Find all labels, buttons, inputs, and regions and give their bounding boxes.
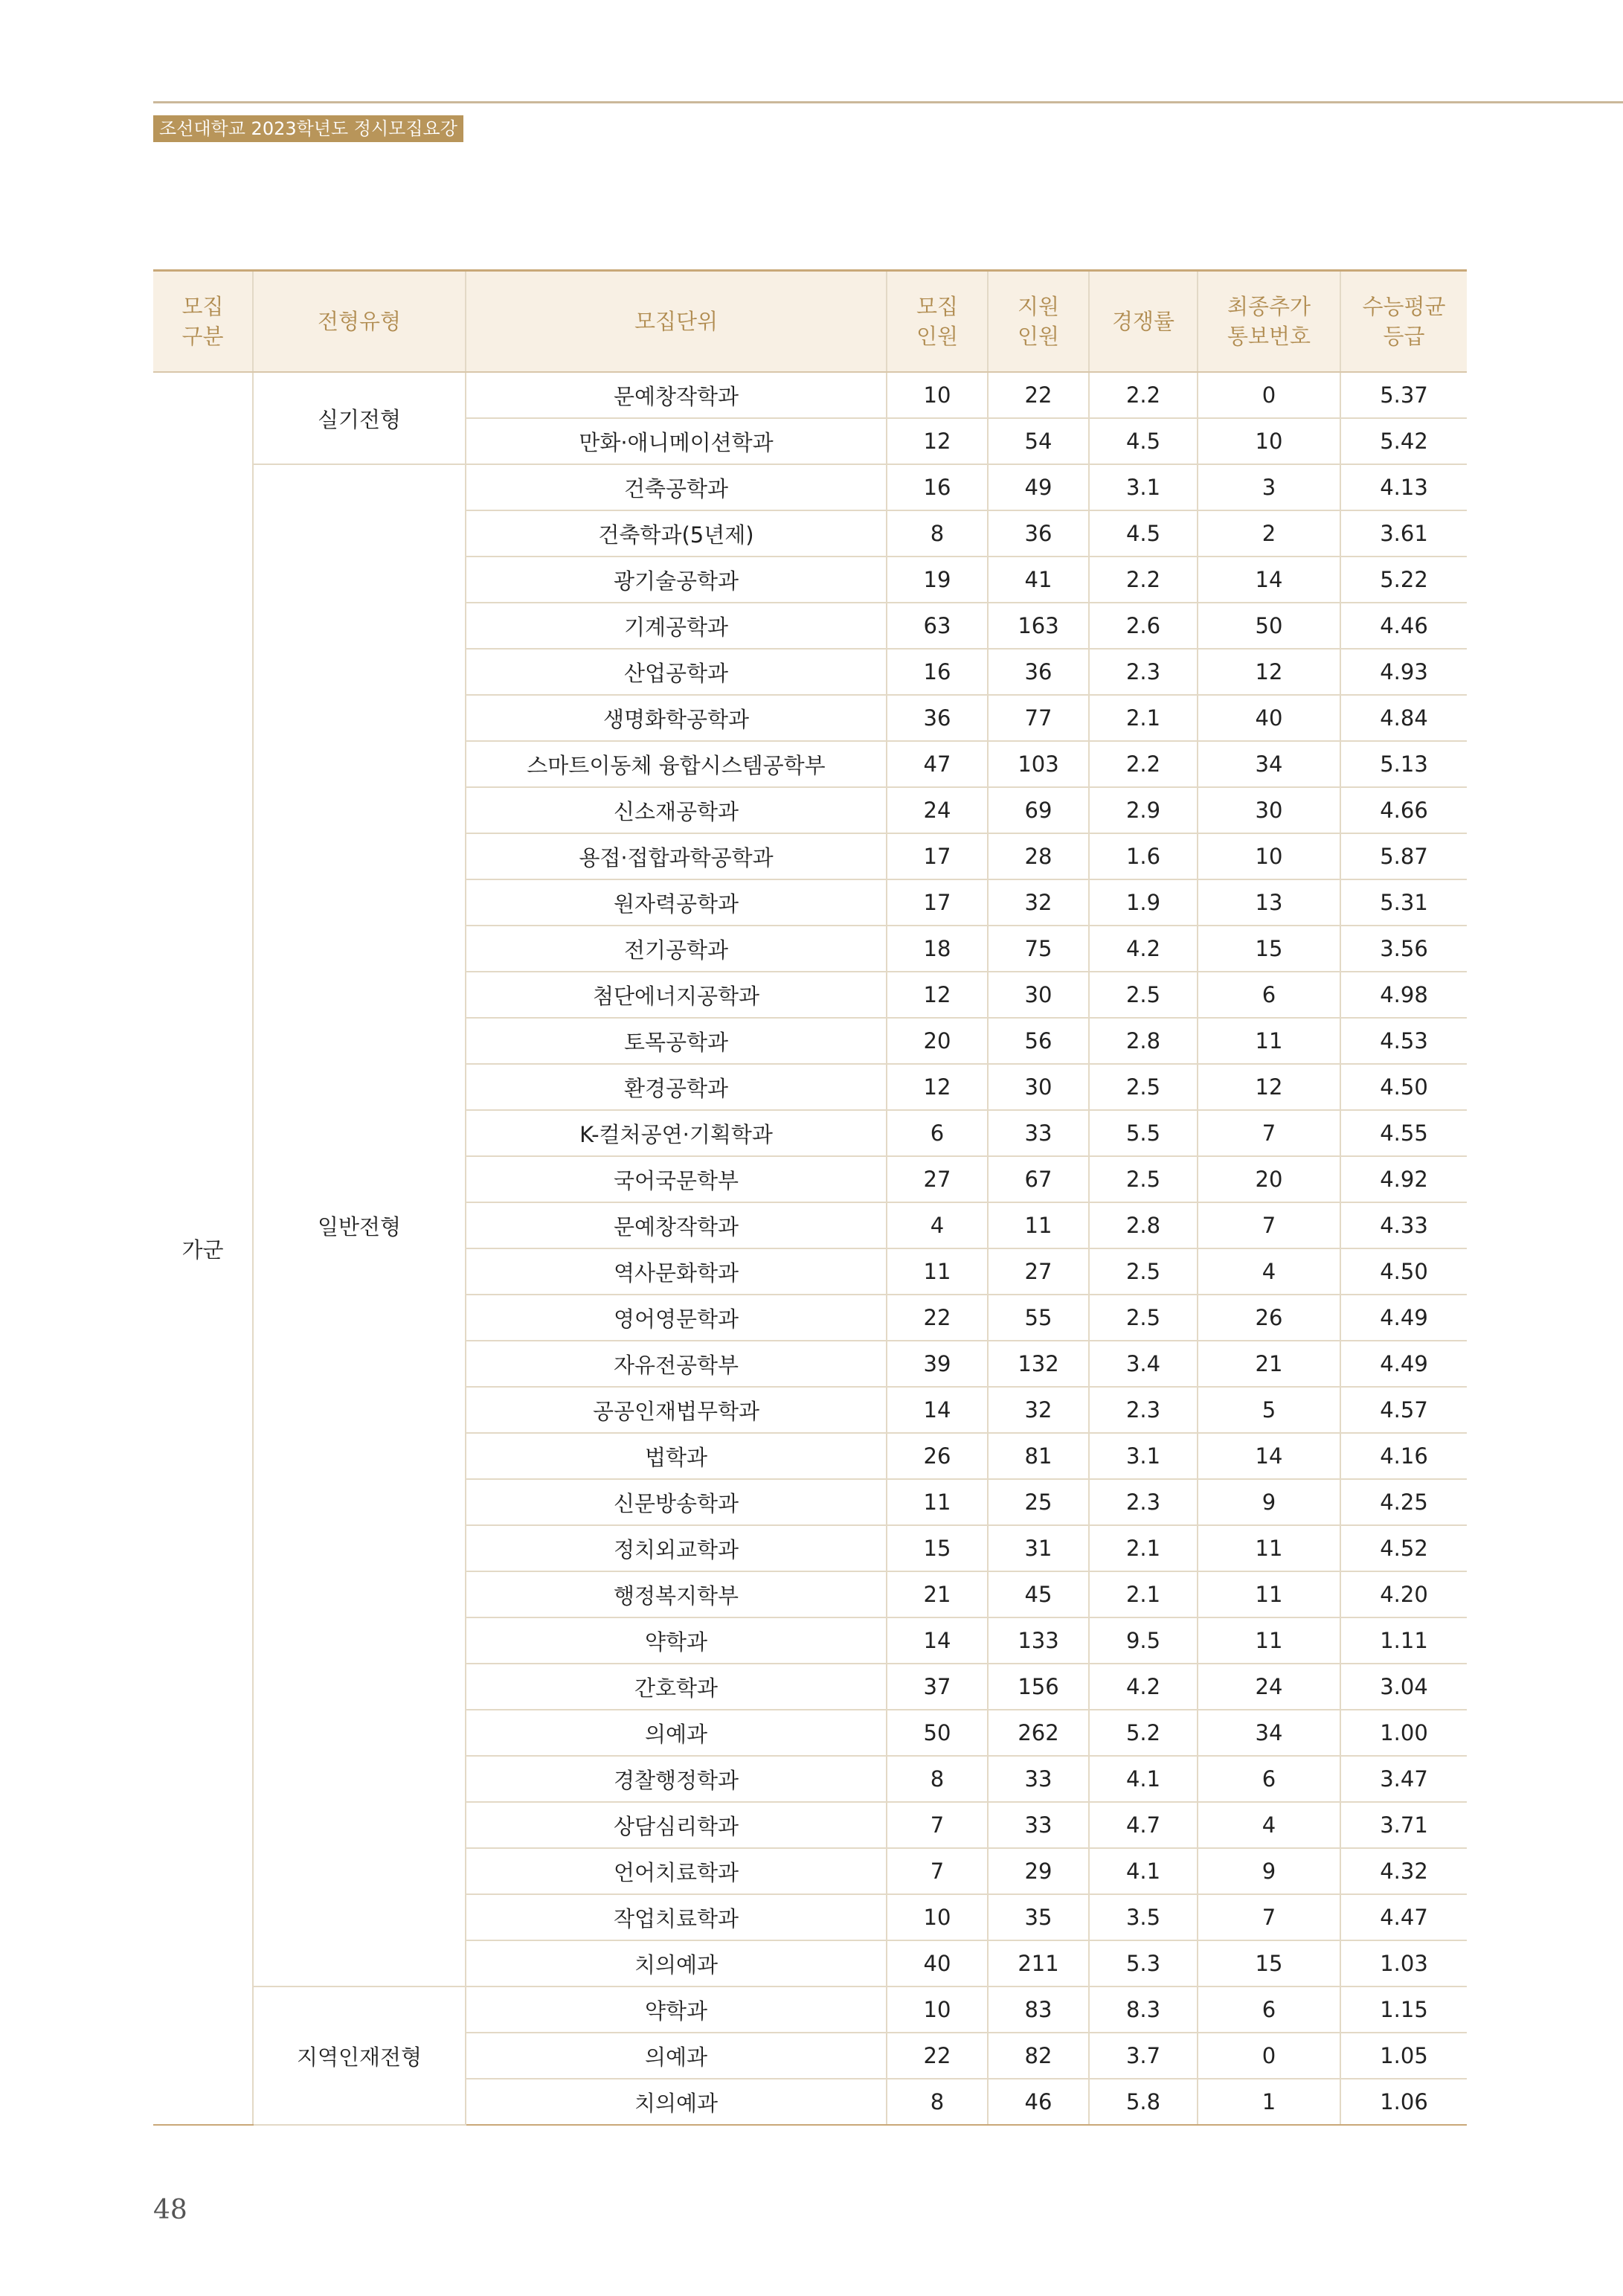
final-waitlist-cell: 34 [1198, 741, 1340, 787]
department-cell: 의예과 [466, 2033, 887, 2079]
competition-rate-cell: 5.5 [1089, 1110, 1198, 1156]
csat-grade-cell: 5.42 [1340, 418, 1467, 464]
quota-cell: 12 [887, 1064, 988, 1110]
quota-cell: 47 [887, 741, 988, 787]
department-cell: 공공인재법무학과 [466, 1387, 887, 1433]
competition-rate-cell: 2.3 [1089, 1479, 1198, 1525]
final-waitlist-cell: 7 [1198, 1202, 1340, 1248]
department-cell: 생명화학공학과 [466, 695, 887, 741]
quota-cell: 17 [887, 879, 988, 926]
quota-cell: 21 [887, 1571, 988, 1617]
applicants-cell: 11 [988, 1202, 1089, 1248]
csat-grade-cell: 4.92 [1340, 1156, 1467, 1202]
final-waitlist-cell: 14 [1198, 557, 1340, 603]
applicants-cell: 77 [988, 695, 1089, 741]
quota-cell: 7 [887, 1848, 988, 1894]
csat-grade-cell: 4.57 [1340, 1387, 1467, 1433]
csat-grade-cell: 4.25 [1340, 1479, 1467, 1525]
quota-cell: 12 [887, 972, 988, 1018]
table-header-row [153, 271, 1467, 373]
department-cell: 역사문화학과 [466, 1248, 887, 1295]
csat-grade-cell: 3.47 [1340, 1756, 1467, 1802]
competition-rate-cell: 4.7 [1089, 1802, 1198, 1848]
applicants-cell: 156 [988, 1664, 1089, 1710]
final-waitlist-cell: 12 [1198, 649, 1340, 695]
department-cell: 건축학과(5년제) [466, 510, 887, 557]
final-waitlist-cell: 0 [1198, 372, 1340, 418]
final-waitlist-cell: 6 [1198, 972, 1340, 1018]
header-applicants-line1: 지원 [1017, 294, 1060, 319]
table-row [153, 464, 1467, 510]
final-waitlist-cell: 20 [1198, 1156, 1340, 1202]
applicants-cell: 22 [988, 372, 1089, 418]
applicants-cell: 46 [988, 2079, 1089, 2125]
department-cell: 원자력공학과 [466, 879, 887, 926]
applicants-cell: 103 [988, 741, 1089, 787]
department-cell: 광기술공학과 [466, 557, 887, 603]
final-waitlist-cell: 2 [1198, 510, 1340, 557]
competition-rate-cell: 1.6 [1089, 833, 1198, 879]
competition-rate-cell: 8.3 [1089, 1986, 1198, 2033]
final-waitlist-cell: 7 [1198, 1894, 1340, 1940]
competition-rate-cell: 3.1 [1089, 1433, 1198, 1479]
applicants-cell: 32 [988, 1387, 1089, 1433]
competition-rate-cell: 4.2 [1089, 1664, 1198, 1710]
department-cell: 정치외교학과 [466, 1525, 887, 1571]
final-waitlist-cell: 24 [1198, 1664, 1340, 1710]
applicants-cell: 28 [988, 833, 1089, 879]
applicants-cell: 31 [988, 1525, 1089, 1571]
applicants-cell: 132 [988, 1341, 1089, 1387]
csat-grade-cell: 1.05 [1340, 2033, 1467, 2079]
quota-cell: 39 [887, 1341, 988, 1387]
applicants-cell: 30 [988, 1064, 1089, 1110]
csat-grade-cell: 4.53 [1340, 1018, 1467, 1064]
applicants-cell: 33 [988, 1802, 1089, 1848]
department-cell: 환경공학과 [466, 1064, 887, 1110]
applicants-cell: 211 [988, 1940, 1089, 1986]
competition-rate-cell: 2.3 [1089, 1387, 1198, 1433]
competition-rate-cell: 5.3 [1089, 1940, 1198, 1986]
applicants-cell: 56 [988, 1018, 1089, 1064]
final-waitlist-cell: 7 [1198, 1110, 1340, 1156]
department-cell: 치의예과 [466, 1940, 887, 1986]
header-final-waitlist-number [1198, 271, 1340, 373]
department-cell: 간호학과 [466, 1664, 887, 1710]
department-cell: 국어국문학부 [466, 1156, 887, 1202]
csat-grade-cell: 4.55 [1340, 1110, 1467, 1156]
department-cell: 용접·접합과학공학과 [466, 833, 887, 879]
applicants-cell: 29 [988, 1848, 1089, 1894]
final-waitlist-cell: 10 [1198, 833, 1340, 879]
applicants-cell: 262 [988, 1710, 1089, 1756]
header-department: 모집단위 [466, 271, 887, 373]
competition-rate-cell: 4.1 [1089, 1756, 1198, 1802]
header-final-waitlist-line2: 통보번호 [1227, 324, 1311, 349]
recruit-group-cell: 가군 [153, 372, 253, 2125]
csat-grade-cell: 1.15 [1340, 1986, 1467, 2033]
department-cell: 첨단에너지공학과 [466, 972, 887, 1018]
competition-rate-cell: 5.2 [1089, 1710, 1198, 1756]
header-admission-type: 전형유형 [253, 271, 466, 373]
competition-rate-cell: 2.8 [1089, 1018, 1198, 1064]
header-quota-line1: 모집 [916, 294, 959, 319]
competition-rate-cell: 2.2 [1089, 741, 1198, 787]
applicants-cell: 55 [988, 1295, 1089, 1341]
final-waitlist-cell: 40 [1198, 695, 1340, 741]
final-waitlist-cell: 5 [1198, 1387, 1340, 1433]
final-waitlist-cell: 30 [1198, 787, 1340, 833]
quota-cell: 12 [887, 418, 988, 464]
applicants-cell: 69 [988, 787, 1089, 833]
csat-grade-cell: 3.71 [1340, 1802, 1467, 1848]
csat-grade-cell: 5.13 [1340, 741, 1467, 787]
department-cell: 문예창작학과 [466, 372, 887, 418]
quota-cell: 15 [887, 1525, 988, 1571]
applicants-cell: 35 [988, 1894, 1089, 1940]
applicants-cell: 33 [988, 1110, 1089, 1156]
header-recruit-group-line2: 구분 [181, 324, 224, 349]
competition-rate-cell: 2.9 [1089, 787, 1198, 833]
quota-cell: 63 [887, 603, 988, 649]
header-csat-line1: 수능평균 [1362, 294, 1446, 319]
applicants-cell: 133 [988, 1617, 1089, 1664]
competition-rate-cell: 2.5 [1089, 1295, 1198, 1341]
department-cell: 약학과 [466, 1617, 887, 1664]
admission-type-cell: 일반전형 [253, 464, 466, 1986]
quota-cell: 14 [887, 1387, 988, 1433]
applicants-cell: 33 [988, 1756, 1089, 1802]
competition-rate-cell: 3.5 [1089, 1894, 1198, 1940]
applicants-cell: 163 [988, 603, 1089, 649]
csat-grade-cell: 4.47 [1340, 1894, 1467, 1940]
quota-cell: 50 [887, 1710, 988, 1756]
competition-rate-cell: 2.1 [1089, 1525, 1198, 1571]
department-cell: 신소재공학과 [466, 787, 887, 833]
quota-cell: 37 [887, 1664, 988, 1710]
competition-rate-cell: 2.5 [1089, 972, 1198, 1018]
csat-grade-cell: 4.93 [1340, 649, 1467, 695]
department-cell: 만화·애니메이션학과 [466, 418, 887, 464]
header-applicants [988, 271, 1089, 373]
final-waitlist-cell: 11 [1198, 1018, 1340, 1064]
final-waitlist-cell: 4 [1198, 1802, 1340, 1848]
quota-cell: 22 [887, 2033, 988, 2079]
applicants-cell: 32 [988, 879, 1089, 926]
department-cell: 경찰행정학과 [466, 1756, 887, 1802]
csat-grade-cell: 4.16 [1340, 1433, 1467, 1479]
competition-rate-cell: 2.1 [1089, 1571, 1198, 1617]
final-waitlist-cell: 4 [1198, 1248, 1340, 1295]
final-waitlist-cell: 34 [1198, 1710, 1340, 1756]
department-cell: 약학과 [466, 1986, 887, 2033]
quota-cell: 7 [887, 1802, 988, 1848]
csat-grade-cell: 4.50 [1340, 1064, 1467, 1110]
competition-rate-cell: 4.5 [1089, 510, 1198, 557]
quota-cell: 18 [887, 926, 988, 972]
applicants-cell: 41 [988, 557, 1089, 603]
header-recruit-group [153, 271, 253, 373]
competition-rate-cell: 2.5 [1089, 1064, 1198, 1110]
document-title-label: 조선대학교 2023학년도 정시모집요강 [153, 115, 463, 142]
final-waitlist-cell: 14 [1198, 1433, 1340, 1479]
csat-grade-cell: 3.61 [1340, 510, 1467, 557]
competition-rate-cell: 2.5 [1089, 1248, 1198, 1295]
header-applicants-line2: 인원 [1017, 324, 1060, 349]
csat-grade-cell: 5.87 [1340, 833, 1467, 879]
header-recruit-group-line1: 모집 [181, 294, 224, 319]
applicants-cell: 36 [988, 510, 1089, 557]
csat-grade-cell: 4.98 [1340, 972, 1467, 1018]
applicants-cell: 25 [988, 1479, 1089, 1525]
quota-cell: 8 [887, 1756, 988, 1802]
quota-cell: 36 [887, 695, 988, 741]
csat-grade-cell: 4.49 [1340, 1295, 1467, 1341]
department-cell: 상담심리학과 [466, 1802, 887, 1848]
competition-rate-cell: 2.6 [1089, 603, 1198, 649]
applicants-cell: 30 [988, 972, 1089, 1018]
applicants-cell: 45 [988, 1571, 1089, 1617]
table-body [153, 372, 1467, 2125]
competition-rate-cell: 3.1 [1089, 464, 1198, 510]
competition-rate-cell: 2.2 [1089, 557, 1198, 603]
department-cell: 치의예과 [466, 2079, 887, 2125]
final-waitlist-cell: 6 [1198, 1756, 1340, 1802]
header-rule [153, 101, 1623, 103]
table-row [153, 372, 1467, 418]
header-final-waitlist-line1: 최종추가 [1227, 294, 1311, 319]
csat-grade-cell: 1.00 [1340, 1710, 1467, 1756]
quota-cell: 19 [887, 557, 988, 603]
csat-grade-cell: 4.84 [1340, 695, 1467, 741]
quota-cell: 26 [887, 1433, 988, 1479]
csat-grade-cell: 4.66 [1340, 787, 1467, 833]
quota-cell: 10 [887, 1894, 988, 1940]
quota-cell: 10 [887, 1986, 988, 2033]
competition-rate-cell: 2.1 [1089, 695, 1198, 741]
final-waitlist-cell: 9 [1198, 1848, 1340, 1894]
final-waitlist-cell: 11 [1198, 1525, 1340, 1571]
applicants-cell: 75 [988, 926, 1089, 972]
quota-cell: 8 [887, 2079, 988, 2125]
csat-grade-cell: 4.52 [1340, 1525, 1467, 1571]
header-quota-line2: 인원 [916, 324, 959, 349]
final-waitlist-cell: 13 [1198, 879, 1340, 926]
department-cell: 전기공학과 [466, 926, 887, 972]
competition-rate-cell: 9.5 [1089, 1617, 1198, 1664]
quota-cell: 16 [887, 649, 988, 695]
department-cell: 행정복지학부 [466, 1571, 887, 1617]
department-cell: 작업치료학과 [466, 1894, 887, 1940]
header-csat-line2: 등급 [1383, 324, 1425, 349]
final-waitlist-cell: 26 [1198, 1295, 1340, 1341]
csat-grade-cell: 4.33 [1340, 1202, 1467, 1248]
table-row [153, 1986, 1467, 2033]
competition-rate-cell: 2.5 [1089, 1156, 1198, 1202]
applicants-cell: 27 [988, 1248, 1089, 1295]
department-cell: K-컬처공연·기획학과 [466, 1110, 887, 1156]
quota-cell: 10 [887, 372, 988, 418]
competition-rate-cell: 5.8 [1089, 2079, 1198, 2125]
quota-cell: 14 [887, 1617, 988, 1664]
competition-rate-cell: 2.8 [1089, 1202, 1198, 1248]
page-number: 48 [153, 2195, 187, 2225]
quota-cell: 6 [887, 1110, 988, 1156]
final-waitlist-cell: 10 [1198, 418, 1340, 464]
quota-cell: 20 [887, 1018, 988, 1064]
csat-grade-cell: 5.37 [1340, 372, 1467, 418]
department-cell: 건축공학과 [466, 464, 887, 510]
quota-cell: 27 [887, 1156, 988, 1202]
department-cell: 기계공학과 [466, 603, 887, 649]
final-waitlist-cell: 15 [1198, 1940, 1340, 1986]
applicants-cell: 54 [988, 418, 1089, 464]
quota-cell: 40 [887, 1940, 988, 1986]
applicants-cell: 81 [988, 1433, 1089, 1479]
final-waitlist-cell: 50 [1198, 603, 1340, 649]
csat-grade-cell: 1.06 [1340, 2079, 1467, 2125]
competition-rate-cell: 1.9 [1089, 879, 1198, 926]
csat-grade-cell: 3.04 [1340, 1664, 1467, 1710]
department-cell: 신문방송학과 [466, 1479, 887, 1525]
applicants-cell: 36 [988, 649, 1089, 695]
department-cell: 스마트이동체 융합시스템공학부 [466, 741, 887, 787]
quota-cell: 22 [887, 1295, 988, 1341]
quota-cell: 11 [887, 1479, 988, 1525]
final-waitlist-cell: 15 [1198, 926, 1340, 972]
admission-type-cell: 지역인재전형 [253, 1986, 466, 2125]
final-waitlist-cell: 21 [1198, 1341, 1340, 1387]
csat-grade-cell: 4.50 [1340, 1248, 1467, 1295]
applicants-cell: 82 [988, 2033, 1089, 2079]
csat-grade-cell: 5.31 [1340, 879, 1467, 926]
competition-rate-cell: 4.1 [1089, 1848, 1198, 1894]
quota-cell: 8 [887, 510, 988, 557]
quota-cell: 24 [887, 787, 988, 833]
final-waitlist-cell: 11 [1198, 1617, 1340, 1664]
applicants-cell: 67 [988, 1156, 1089, 1202]
quota-cell: 11 [887, 1248, 988, 1295]
header-quota [887, 271, 988, 373]
competition-rate-cell: 4.2 [1089, 926, 1198, 972]
final-waitlist-cell: 9 [1198, 1479, 1340, 1525]
department-cell: 의예과 [466, 1710, 887, 1756]
final-waitlist-cell: 3 [1198, 464, 1340, 510]
admission-type-cell: 실기전형 [253, 372, 466, 464]
department-cell: 언어치료학과 [466, 1848, 887, 1894]
department-cell: 토목공학과 [466, 1018, 887, 1064]
competition-rate-cell: 2.2 [1089, 372, 1198, 418]
csat-grade-cell: 4.46 [1340, 603, 1467, 649]
csat-grade-cell: 3.56 [1340, 926, 1467, 972]
competition-rate-cell: 3.4 [1089, 1341, 1198, 1387]
department-cell: 자유전공학부 [466, 1341, 887, 1387]
final-waitlist-cell: 6 [1198, 1986, 1340, 2033]
department-cell: 산업공학과 [466, 649, 887, 695]
competition-rate-cell: 4.5 [1089, 418, 1198, 464]
final-waitlist-cell: 12 [1198, 1064, 1340, 1110]
competition-rate-cell: 2.3 [1089, 649, 1198, 695]
csat-grade-cell: 4.20 [1340, 1571, 1467, 1617]
competition-rate-cell: 3.7 [1089, 2033, 1198, 2079]
quota-cell: 4 [887, 1202, 988, 1248]
csat-grade-cell: 4.32 [1340, 1848, 1467, 1894]
quota-cell: 16 [887, 464, 988, 510]
header-competition-rate: 경쟁률 [1089, 271, 1198, 373]
applicants-cell: 49 [988, 464, 1089, 510]
quota-cell: 17 [887, 833, 988, 879]
final-waitlist-cell: 1 [1198, 2079, 1340, 2125]
csat-grade-cell: 1.03 [1340, 1940, 1467, 1986]
final-waitlist-cell: 11 [1198, 1571, 1340, 1617]
csat-grade-cell: 5.22 [1340, 557, 1467, 603]
csat-grade-cell: 4.49 [1340, 1341, 1467, 1387]
header-csat-average-grade [1340, 271, 1467, 373]
csat-grade-cell: 1.11 [1340, 1617, 1467, 1664]
final-waitlist-cell: 0 [1198, 2033, 1340, 2079]
department-cell: 법학과 [466, 1433, 887, 1479]
applicants-cell: 83 [988, 1986, 1089, 2033]
department-cell: 문예창작학과 [466, 1202, 887, 1248]
admission-results-table [153, 269, 1467, 2126]
csat-grade-cell: 4.13 [1340, 464, 1467, 510]
department-cell: 영어영문학과 [466, 1295, 887, 1341]
